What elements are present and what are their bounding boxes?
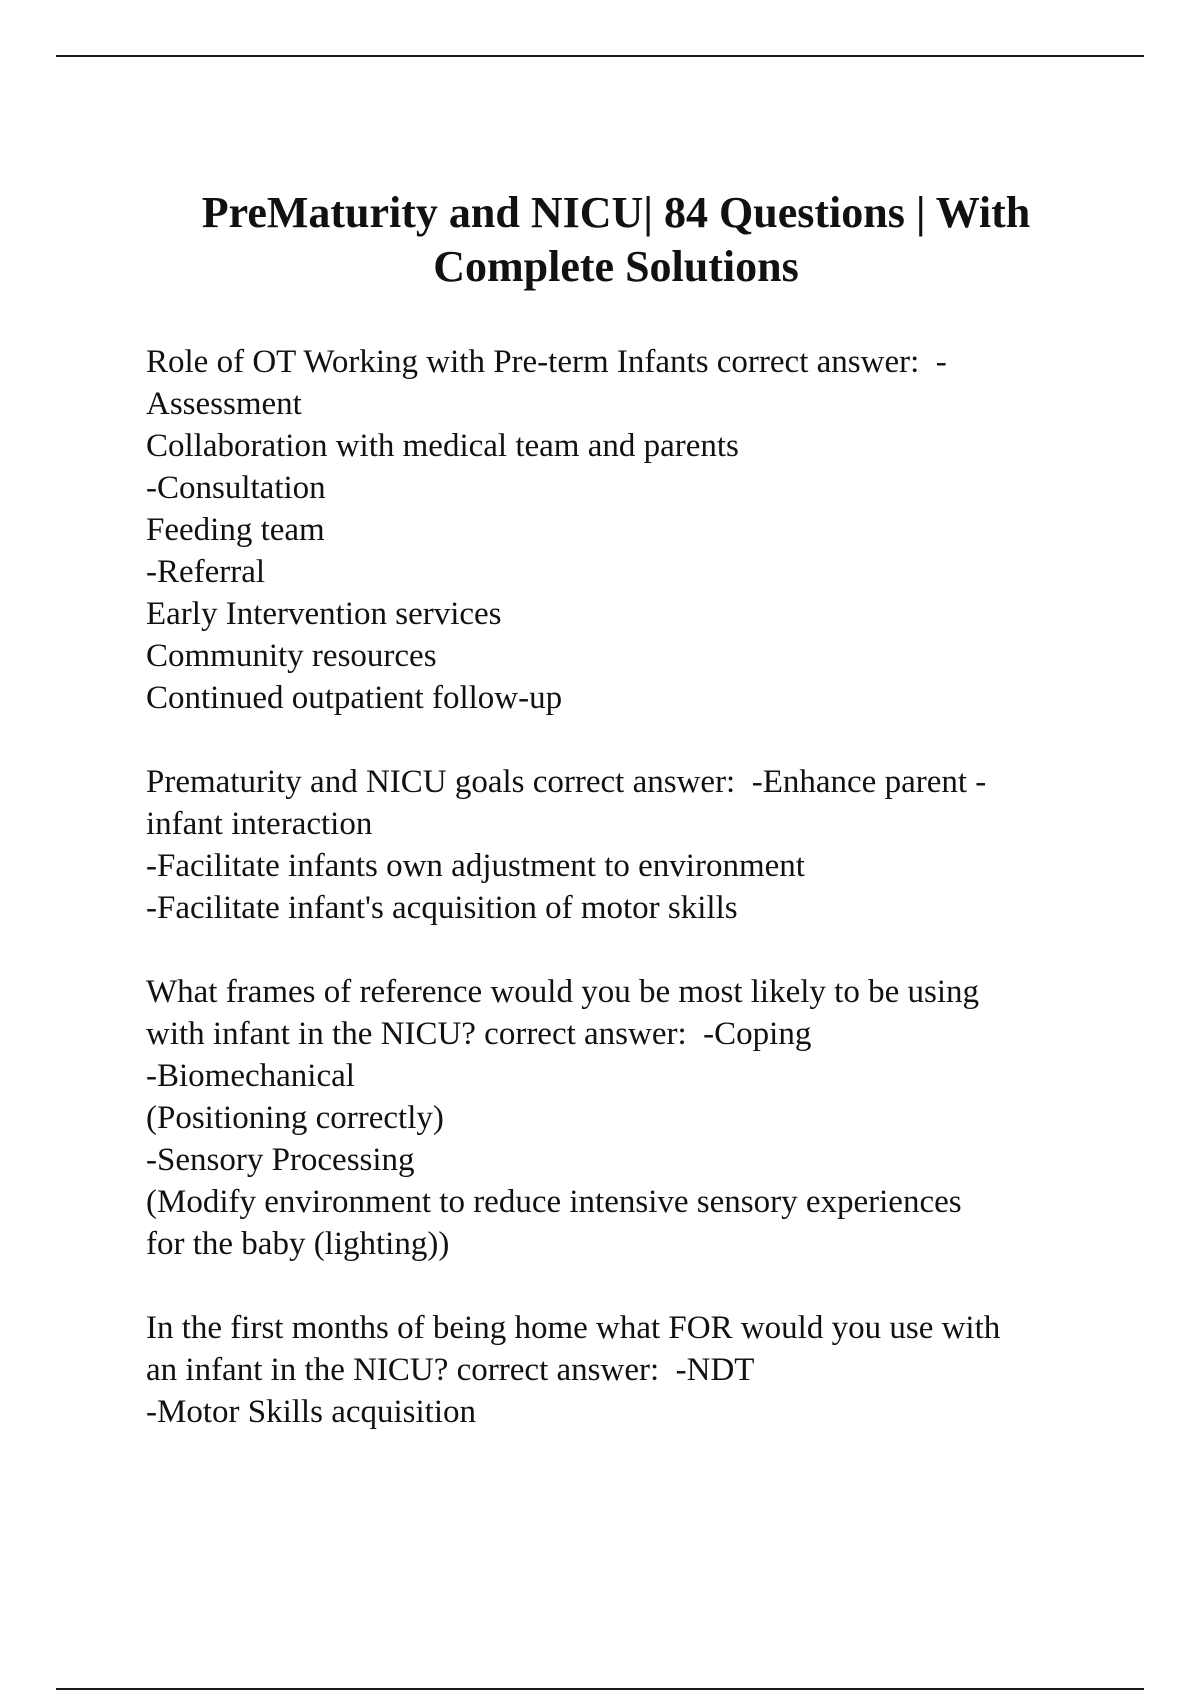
text-line: -Consultation bbox=[146, 470, 326, 506]
text-line: -Biomechanical bbox=[146, 1058, 355, 1094]
text-line: Feeding team bbox=[146, 512, 325, 548]
text-line: -Facilitate infant's acquisition of motor skills bbox=[146, 890, 738, 926]
text-line: Collaboration with medical team and parents bbox=[146, 428, 739, 464]
text-line: -Facilitate infants own adjustment to environment bbox=[146, 848, 805, 884]
qa-block-role-of-ot bbox=[146, 341, 1096, 719]
qa-block-frames-of-reference bbox=[146, 971, 1096, 1265]
text-line: -Motor Skills acquisition bbox=[146, 1394, 476, 1430]
text-line: (Positioning correctly) bbox=[146, 1100, 444, 1136]
text-line: an infant in the NICU? correct answer: -NDT bbox=[146, 1352, 755, 1388]
text-line: Continued outpatient follow-up bbox=[146, 680, 563, 716]
text-line: Prematurity and NICU goals correct answer: -Enhance parent - bbox=[146, 764, 987, 800]
text-line: Assessment bbox=[146, 386, 302, 422]
text-line: -Sensory Processing bbox=[146, 1142, 415, 1178]
text-line: What frames of reference would you be most likely to be using bbox=[146, 974, 979, 1010]
qa-block-nicu-goals bbox=[146, 761, 1096, 929]
text-line: In the first months of being home what FOR would you use with bbox=[146, 1310, 1001, 1346]
title-line: PreMaturity and NICU| 84 Questions | With bbox=[201, 188, 1031, 237]
title-line: Complete Solutions bbox=[433, 242, 799, 291]
text-line: with infant in the NICU? correct answer: -Coping bbox=[146, 1016, 812, 1052]
document-body bbox=[146, 341, 1096, 1433]
top-rule bbox=[56, 55, 1144, 57]
page-title bbox=[120, 186, 1112, 294]
text-line: for the baby (lighting)) bbox=[146, 1226, 450, 1262]
text-line: Role of OT Working with Pre-term Infants correct answer: - bbox=[146, 344, 947, 380]
text-line: Community resources bbox=[146, 638, 437, 674]
bottom-rule bbox=[56, 1688, 1144, 1690]
text-line: (Modify environment to reduce intensive sensory experiences bbox=[146, 1184, 962, 1220]
text-line: infant interaction bbox=[146, 806, 373, 842]
qa-block-first-months-home bbox=[146, 1307, 1096, 1433]
text-line: -Referral bbox=[146, 554, 266, 590]
text-line: Early Intervention services bbox=[146, 596, 502, 632]
